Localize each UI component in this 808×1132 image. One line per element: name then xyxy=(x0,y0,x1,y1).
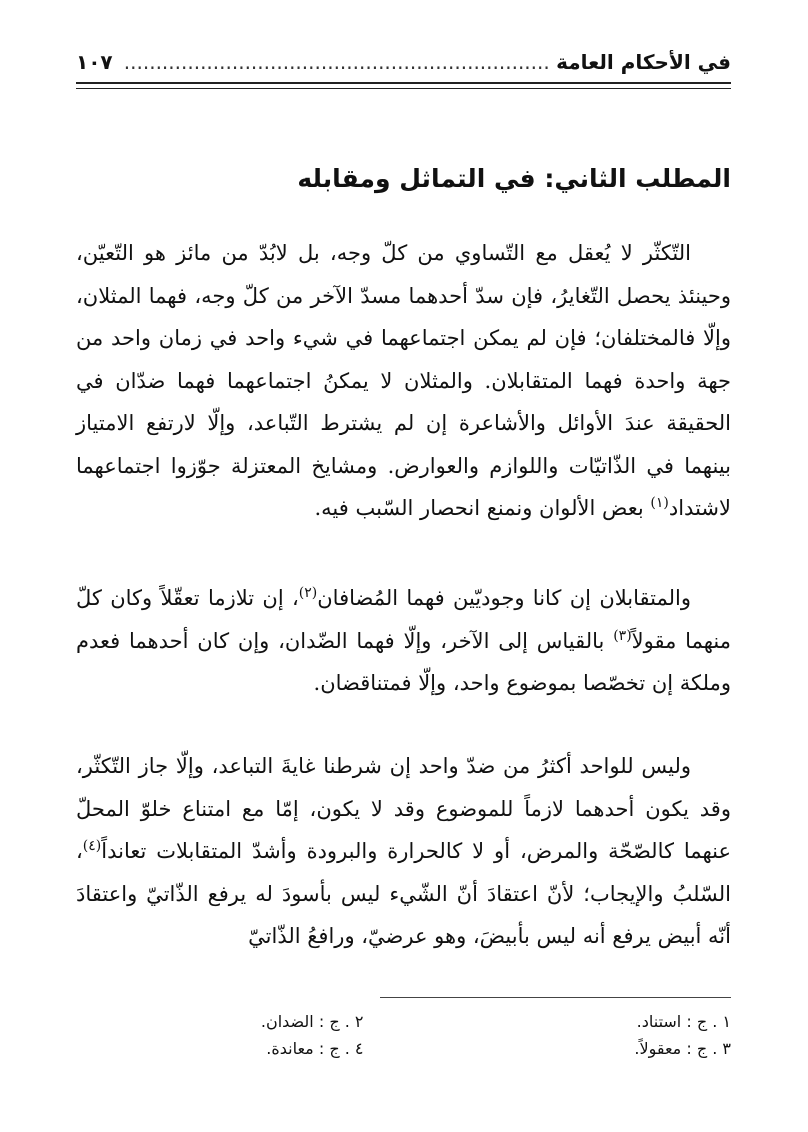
footnotes xyxy=(76,1012,731,1058)
footnote-3: ٣ . ج : معقولاً. xyxy=(634,1039,731,1058)
paragraph-1-text-end: بعض الألوان ونمنع انحصار السّبب فيه. xyxy=(314,496,651,520)
footnote-2: ٢ . ج : الضدان. xyxy=(260,1012,364,1031)
footnote-ref-1: (١) xyxy=(650,495,669,511)
footnote-separator xyxy=(380,997,731,998)
paragraph-2-text-mid: ، إن تلازما تعقّلاً وكان كلّ منهما مقولاً xyxy=(76,586,731,653)
footnote-1: ١ . ج : استناد. xyxy=(636,1012,731,1031)
running-header xyxy=(76,30,731,74)
header-rule xyxy=(76,82,731,84)
paragraph-1-text: التّكثّر لا يُعقل مع التّساوي من كلّ وجه، بل لابُدّ من مائز هو التّعيّن، وحينئذ يحصل التّغايرُ، فإن سدّ أحدهما مسدّ الآخر من كلّ وجه، فهما المثلان، وإلّا فالمختلفان؛ فإن لم يمكن اجتماعهما في شيء واحد في زمان واحد من جهة واحدة فهما المتقابلان. والمثلان لا يمكنُ اجتماعهما فهما ضدّان في الحقيقة عندَ الأوائل والأشاعرة إن لم يشترط التّباعد، وإلّا لارتفع الامتياز بينهما في الذّاتيّات واللوازم والعوارض. ومشايخ المعتزلة جوّزوا اجتماعهما لاشتداد xyxy=(76,241,731,520)
paragraph-2-text-end: بالقياس إلى الآخر، وإلّا فهما الضّدان، وإن كان أحدهما فعدم وملكة إن تخصّصا بموضوع واحد، وإلّا فمتناقضان. xyxy=(76,628,731,695)
running-title: في الأحكام العامة ..... xyxy=(123,50,731,74)
paragraph-3-text: وليس للواحد أكثرُ من ضدّ واحد إن شرطنا غايةَ التباعد، وإلّا جاز التّكثّر، وقد يكون أحدهما لازماً للموضوع وقد لا يكون، إمّا مع امتناع خلوّ المحلّ عنهما كالصّحّة والمرض، أو لا كالحرارة والبرودة وأشدّ المتقابلات تعانداً xyxy=(76,754,731,863)
paragraph-1 xyxy=(76,232,731,530)
paragraph-3 xyxy=(76,745,731,958)
paragraph-2 xyxy=(76,577,731,705)
footnote-ref-3: (٣) xyxy=(613,627,632,644)
header-rule-thin xyxy=(76,88,731,89)
footnote-ref-2: (٢) xyxy=(298,585,318,601)
paragraph-2-text: والمتقابلان إن كانا وجوديّين فهما المُضافان xyxy=(317,586,691,610)
footnote-4: ٤ . ج : معاندة. xyxy=(266,1039,364,1058)
page-number: ١٠٧ xyxy=(76,50,113,74)
paragraph-3-text-end: ، السّلبُ والإيجاب؛ لأنّ اعتقادَ أنّ الشّيء ليس بأسودَ له يرفع الذّاتيّ واعتقادَ أنّه أبيض يرفع أنه ليس بأبيضَ، وهو عرضيّ، ورافعُ الذّاتيّ xyxy=(76,839,731,948)
section-heading: المطلب الثاني: في التماثل ومقابله xyxy=(297,164,731,193)
footnote-ref-4: (٤) xyxy=(82,838,102,854)
